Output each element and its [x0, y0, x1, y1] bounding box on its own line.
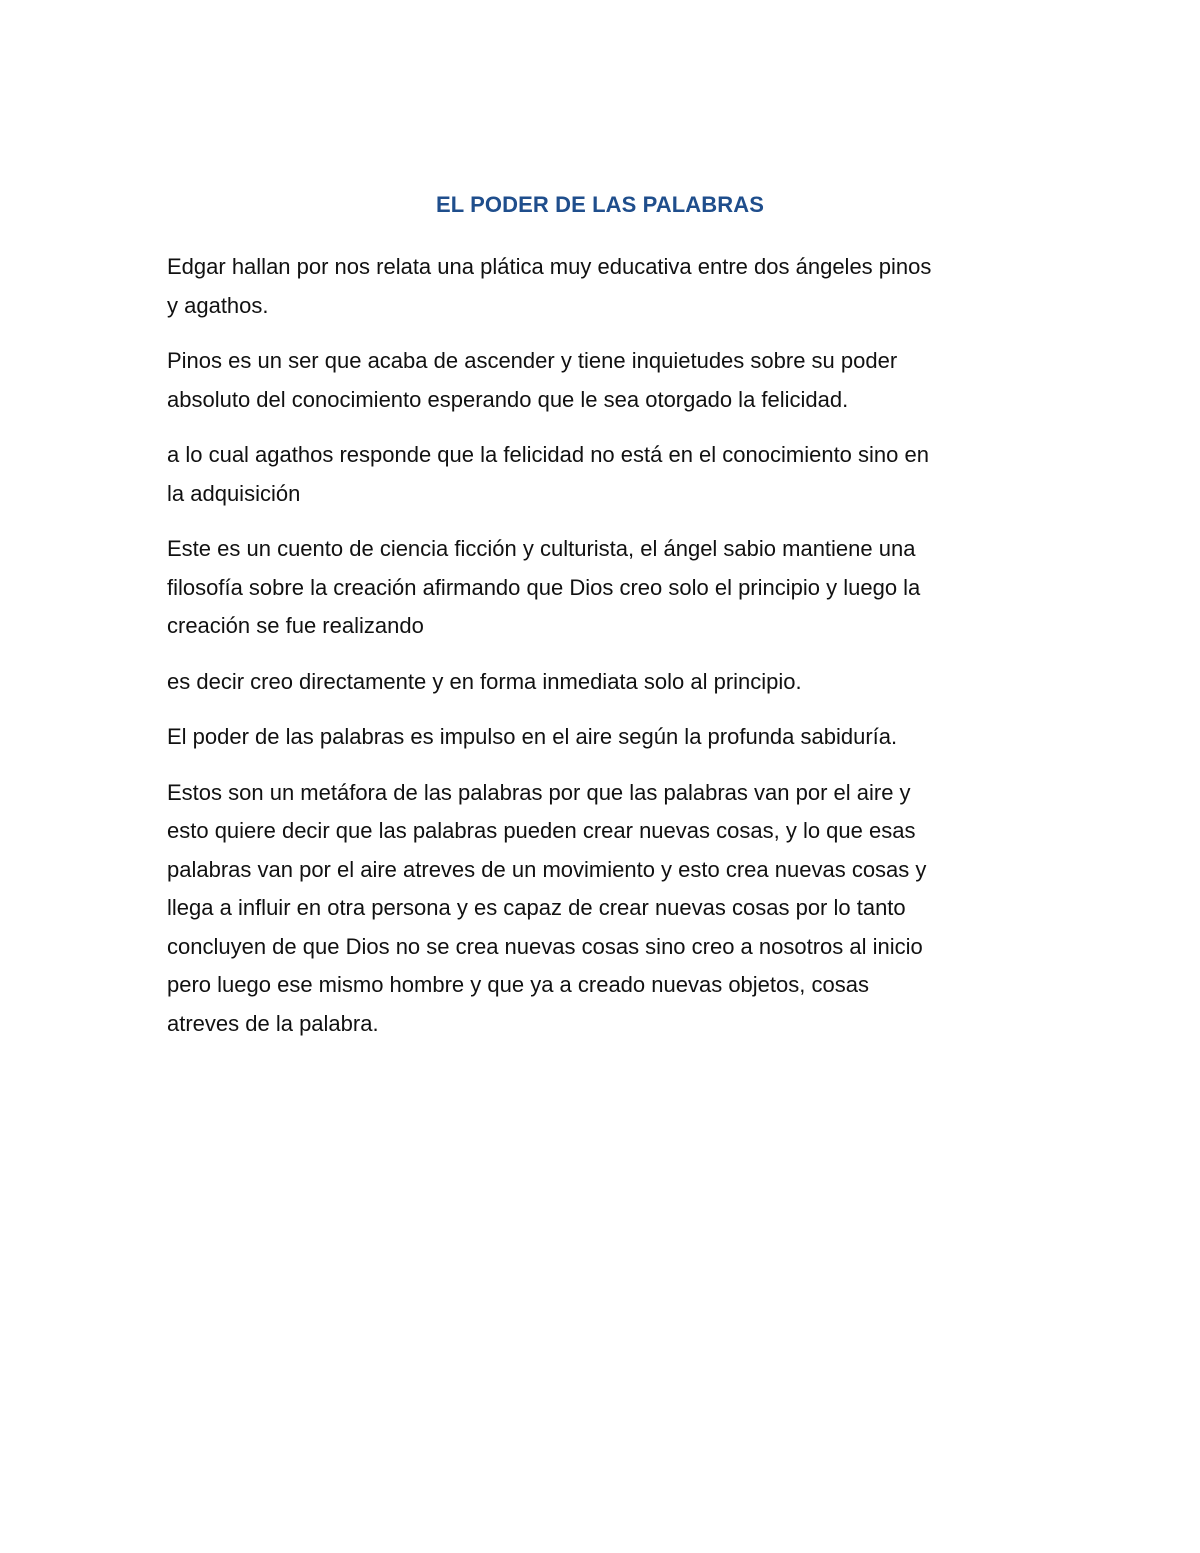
paragraph-3: a lo cual agathos responde que la felicidad no está en el conocimiento sino en la adquisición [167, 442, 929, 506]
paragraph-5: es decir creo directamente y en forma inmediata solo al principio. [167, 668, 802, 694]
document-title: EL PODER DE LAS PALABRAS [436, 192, 764, 217]
paragraph-2: Pinos es un ser que acaba de ascender y tiene inquietudes sobre su poder absoluto del conocimiento esperando que le sea otorgado la felicidad. [167, 348, 898, 412]
paragraph-1: Edgar hallan por nos relata una plática muy educativa entre dos ángeles pinos y agathos. [167, 254, 932, 318]
document-body [167, 248, 1047, 1060]
paragraph-7: Estos son un metáfora de las palabras por que las palabras van por el aire y esto quiere decir que las palabras pueden crear nuevas cosas, y lo que esas palabras van por el aire atreves de un movimiento y esto crea nuevas cosas y llega a influir en otra persona y es capaz de crear nuevas cosas por lo tanto concluyen de que Dios no se crea nuevas cosas sino creo a nosotros al inicio pero luego ese mismo hombre y que ya a creado nuevas objetos, cosas atreves de la palabra. [167, 779, 927, 1036]
paragraph-4: Este es un cuento de ciencia ficción y culturista, el ángel sabio mantiene una filosofía sobre la creación afirmando que Dios creo solo el principio y luego la creación se fue realizando [167, 536, 921, 638]
paragraph-6: El poder de las palabras es impulso en el aire según la profunda sabiduría. [167, 724, 898, 749]
